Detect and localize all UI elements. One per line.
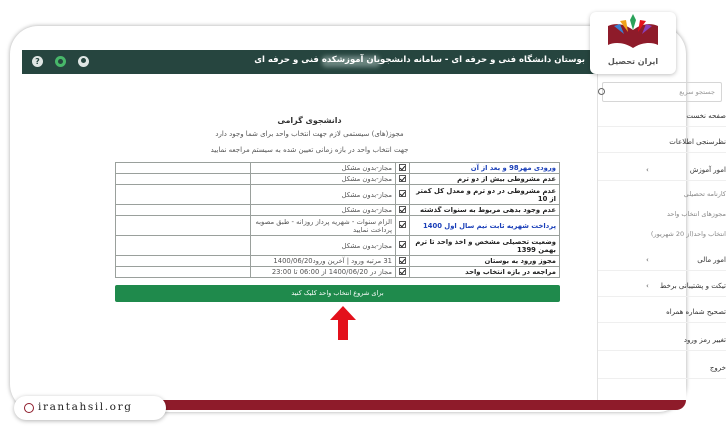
requirement-status: مجاز-بدون مشکل — [251, 174, 396, 185]
sidebar-item[interactable] — [598, 308, 726, 323]
sidebar-item[interactable] — [598, 138, 726, 153]
requirement-name[interactable]: پرداخت شهریه ثابت نیم سال اول 1400 — [410, 216, 560, 236]
sidebar-item[interactable] — [598, 256, 726, 271]
globe-icon — [24, 403, 34, 413]
sidebar-item-label: تغییر رمز ورود — [683, 336, 726, 344]
sidebar-item-label: نظرسنجی اطلاعات — [669, 138, 726, 146]
table-row — [116, 205, 560, 216]
checkbox-icon — [399, 268, 406, 275]
sidebar-item-label: کارنامه تحصیلی — [683, 190, 726, 198]
checkbox-icon — [399, 206, 406, 213]
requirement-name: مجوز ورود به بوستان — [410, 256, 560, 267]
settings-icon[interactable] — [55, 56, 66, 67]
sidebar-item[interactable] — [598, 364, 726, 379]
checkbox-icon — [399, 175, 406, 182]
requirement-name[interactable]: ورودی مهر98 و بعد از آن — [410, 163, 560, 174]
chevron-icon: › — [646, 166, 649, 174]
requirement-status: مجاز-بدون مشکل — [251, 185, 396, 205]
search-input[interactable]: جستجو سریع — [602, 82, 722, 102]
brand-band — [150, 400, 686, 410]
site-url-badge — [14, 396, 166, 420]
table-row — [116, 163, 560, 174]
check-cell — [396, 267, 410, 278]
help-icon[interactable]: ? — [32, 56, 43, 67]
sidebar-item-label: مجوزهای انتخاب واحد — [666, 210, 726, 218]
checkbox-icon — [399, 164, 406, 171]
main-content — [22, 74, 597, 400]
sidebar-item[interactable] — [598, 230, 726, 244]
requirement-name: عدم مشروطی در دو ترم و معدل کل کمتر از 10 — [410, 185, 560, 205]
requirement-status: مجاز در 1400/06/20 از 06:00 تا 23:00 — [251, 267, 396, 278]
requirement-extra — [116, 163, 251, 174]
check-cell — [396, 216, 410, 236]
requirement-name: مراجعه در بازه انتخاب واحد — [410, 267, 560, 278]
search-icon[interactable] — [598, 88, 605, 95]
requirement-status: الزام سنوات - شهریه پرداز روزانه - طبق مصوبه پرداخت نمایید — [251, 216, 396, 236]
check-cell — [396, 205, 410, 216]
requirement-name: عدم وجود بدهی مربوط به سنوات گذشته — [410, 205, 560, 216]
start-selection-button[interactable]: برای شروع انتخاب واحد کلیک کنید — [115, 285, 560, 302]
sidebar-item[interactable] — [598, 282, 726, 297]
requirement-extra — [116, 205, 251, 216]
check-cell — [396, 236, 410, 256]
requirement-name: عدم مشروطی بیش از دو ترم — [410, 174, 560, 185]
top-bar — [22, 50, 597, 74]
sidebar-item[interactable] — [598, 210, 726, 224]
user-icon[interactable] — [78, 56, 89, 67]
check-cell — [396, 256, 410, 267]
check-cell — [396, 185, 410, 205]
sidebar-item[interactable] — [598, 336, 726, 351]
table-row — [116, 267, 560, 278]
requirement-status: مجاز-بدون مشکل — [251, 205, 396, 216]
requirement-extra — [116, 185, 251, 205]
check-cell — [396, 174, 410, 185]
sidebar — [597, 74, 726, 400]
chevron-icon: › — [646, 256, 649, 264]
sidebar-item-label: تصحیح شماره همراه — [666, 308, 726, 316]
sidebar-item-label: تیکت و پشتیبانی برخط — [659, 282, 726, 290]
requirement-status: 31 مرتبه ورود | آخرین ورود1400/06/20 — [251, 256, 396, 267]
sidebar-item[interactable] — [598, 166, 726, 181]
table-row — [116, 185, 560, 205]
requirement-extra — [116, 174, 251, 185]
app-title: بوستان دانشگاه فنی و حرفه ای - سامانه دانشجویان آموزشکده فنی و حرفه ای — [254, 55, 585, 65]
table-row — [116, 256, 560, 267]
table-row — [116, 216, 560, 236]
sidebar-item-label: انتخاب واحد(از 20 شهریور) — [650, 230, 726, 238]
brand-logo — [590, 12, 676, 74]
logo-text: ایران تحصیل — [607, 57, 659, 66]
permission-text: مجوز(های) سیستمی لازم جهت انتخاب واحد برای شما وجود دارد — [215, 130, 404, 138]
sidebar-item-label: امور آموزش — [689, 166, 726, 174]
instruction-text: جهت انتخاب واحد در بازه زمانی تعیین شده به سیستم مراجعه نمایید — [210, 146, 409, 154]
checkbox-icon — [399, 221, 406, 228]
requirement-extra — [116, 216, 251, 236]
requirement-extra — [116, 267, 251, 278]
sidebar-item[interactable] — [598, 112, 726, 127]
check-cell — [396, 163, 410, 174]
requirement-extra — [116, 236, 251, 256]
checkbox-icon — [399, 257, 406, 264]
requirement-name: وضعیت تحصیلی مشخص و اخذ واحد تا ترم بهمن 1399 — [410, 236, 560, 256]
table-row — [116, 236, 560, 256]
table-row — [116, 174, 560, 185]
requirements-table — [115, 162, 560, 278]
checkbox-icon — [399, 190, 406, 197]
sidebar-item-label: امور مالی — [697, 256, 726, 264]
sidebar-item-label: خروج — [709, 364, 726, 372]
requirement-status: مجاز-بدون مشکل — [251, 163, 396, 174]
sidebar-item[interactable] — [598, 190, 726, 204]
checkbox-icon — [399, 241, 406, 248]
sidebar-item-label: صفحه نخست — [686, 112, 726, 120]
requirement-status: مجاز-بدون مشکل — [251, 236, 396, 256]
book-logo-icon — [590, 12, 676, 56]
up-arrow-icon — [330, 306, 356, 340]
site-url: irantahsil.org — [38, 401, 133, 413]
chevron-icon: › — [646, 282, 649, 290]
greeting-heading: دانشجوی گرامی — [277, 116, 342, 125]
requirement-extra — [116, 256, 251, 267]
